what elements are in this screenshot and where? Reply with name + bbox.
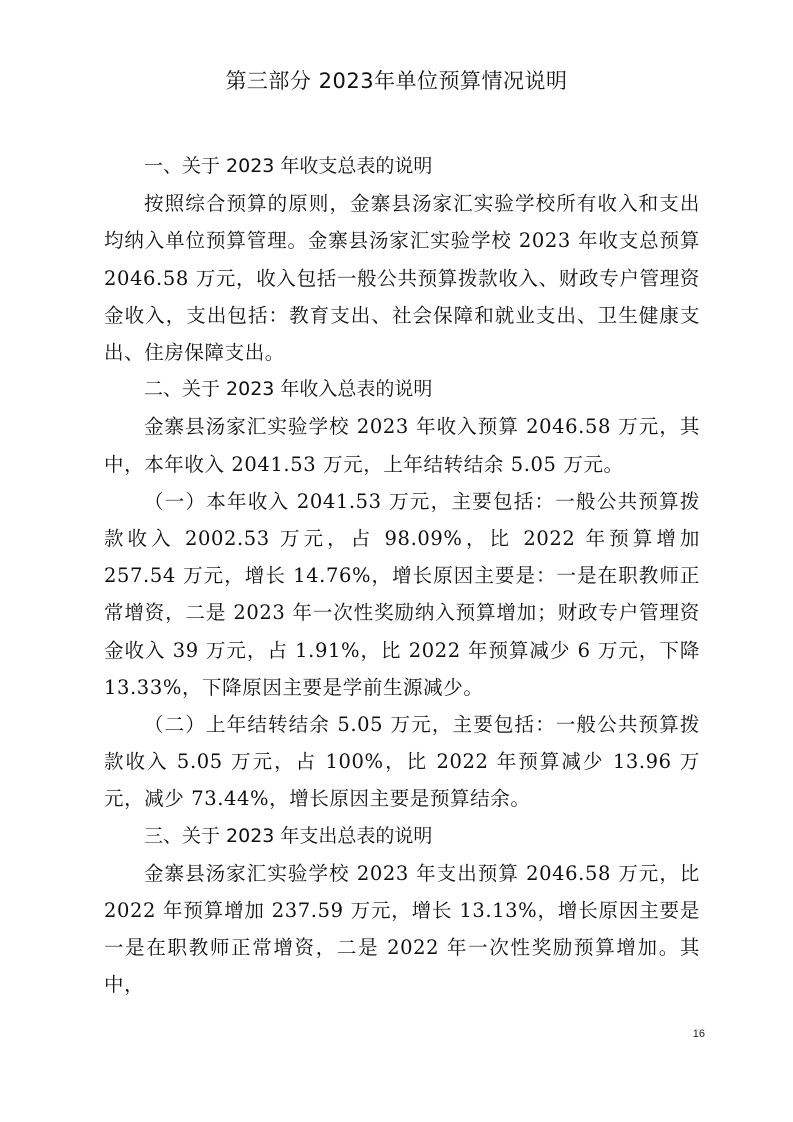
- page-title: 第三部分 2023年单位预算情况说明: [225, 69, 568, 93]
- section-income-summary: [104, 371, 700, 817]
- paragraph: （二）上年结转结余 5.05 万元，主要包括：一般公共预算拨款收入 5.05 万元，占 100%，比 2022 年预算减少 13.96 万元，减少 73.44%，增长原因主要是预算结余。: [104, 713, 700, 811]
- section-income-expenditure-summary: [104, 148, 700, 371]
- paragraph: 金寨县汤家汇实验学校 2023 年收入预算 2046.58 万元，其中，本年收入 2041.53 万元，上年结转结余 5.05 万元。: [104, 415, 700, 476]
- section-heading: 三、关于 2023 年支出总表的说明: [144, 824, 433, 847]
- section-expenditure-summary: [104, 818, 700, 1004]
- page-number: 16: [692, 1028, 705, 1040]
- paragraph: 按照综合预算的原则，金寨县汤家汇实验学校所有收入和支出均纳入单位预算管理。金寨县汤家汇实验学校 2023 年收支总预算 2046.58 万元，收入包括一般公共预算拨款收入、财政专户管理资金收入，支出包括：教育支出、社会保障和就业支出、卫生健康支出、住房保障支出。: [104, 192, 700, 365]
- document-body: [104, 148, 700, 1004]
- paragraph: （一）本年收入 2041.53 万元，主要包括：一般公共预算拨款收入 2002.53 万元，占 98.09%，比 2022 年预算增加 257.54 万元，增长 14.76%，增长原因主要是：一是在职教师正常增资，二是 2023 年一次性奖励纳入预算增加；财政专户管理资金收入 39 万元，占 1.91%，比 2022 年预算减少 6 万元，下降 13.33%，下降原因主要是学前生源减少。: [104, 489, 700, 699]
- section-heading: 二、关于 2023 年收入总表的说明: [144, 378, 433, 401]
- paragraph: 金寨县汤家汇实验学校 2023 年支出预算 2046.58 万元，比 2022 年预算增加 237.59 万元，增长 13.13%，增长原因主要是一是在职教师正常增资，二是 2022 年一次性奖励预算增加。其中，: [104, 861, 700, 997]
- section-heading: 一、关于 2023 年收支总表的说明: [144, 155, 433, 177]
